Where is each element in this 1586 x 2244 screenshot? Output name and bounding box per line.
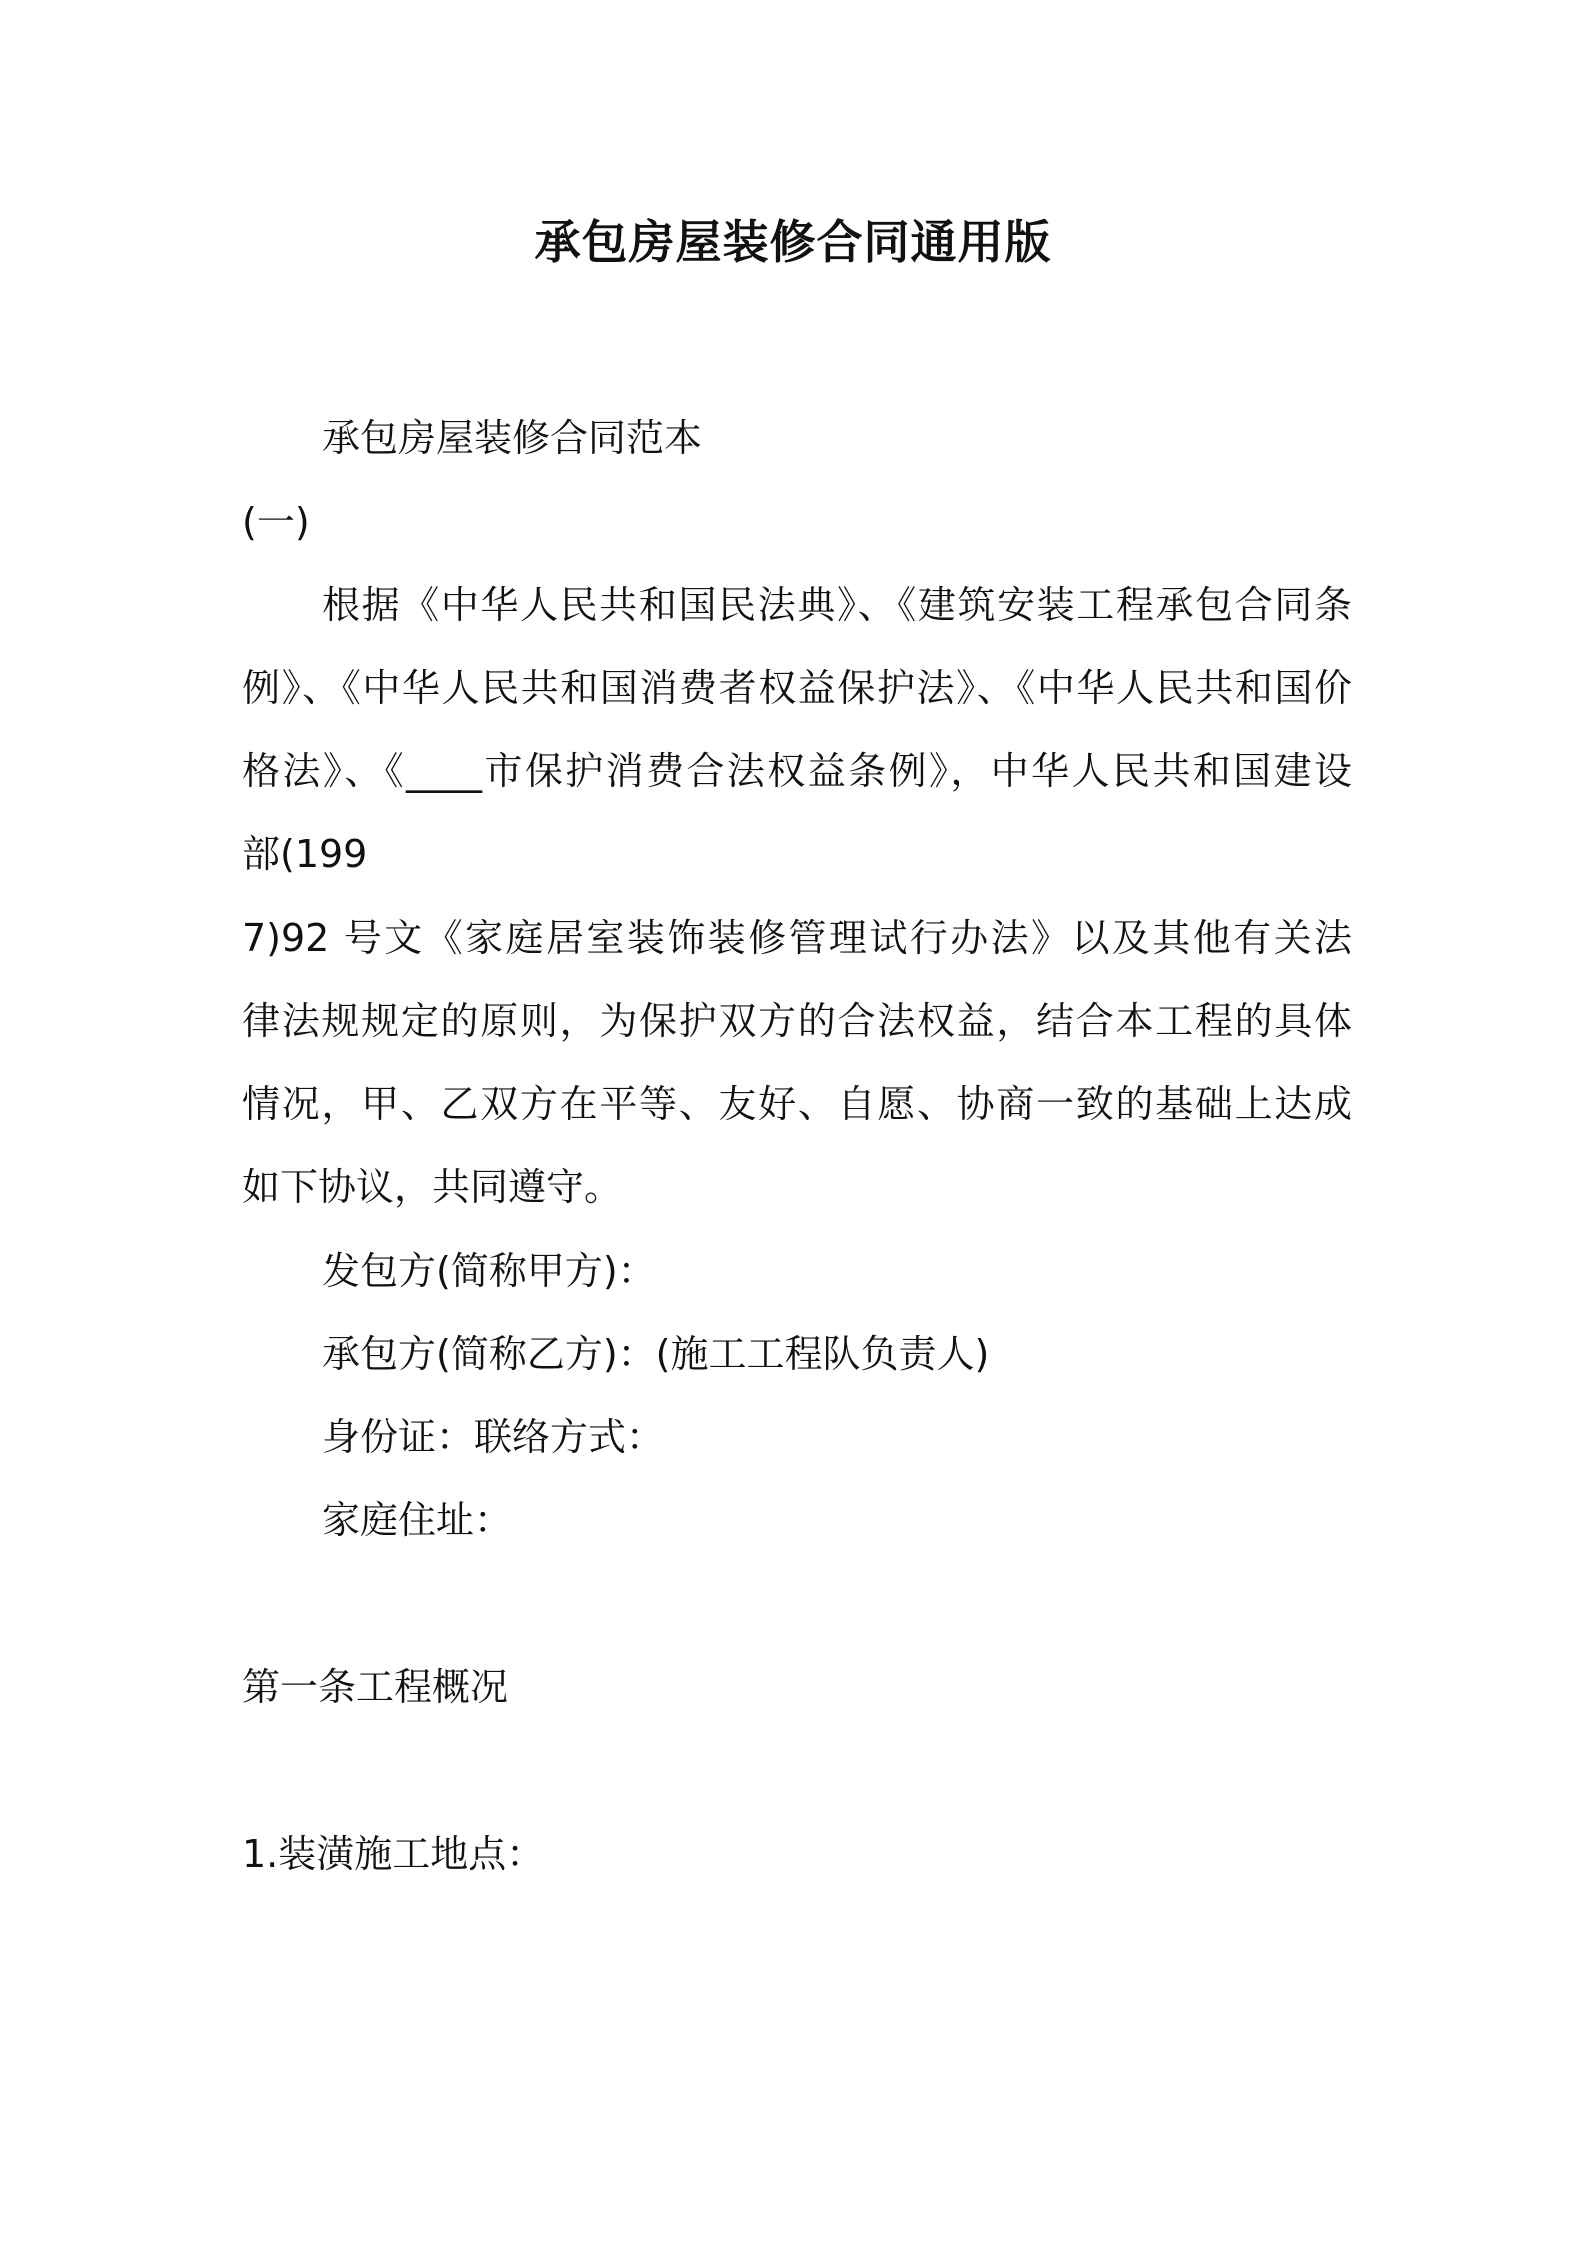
preamble-line: 格法》、《____市保护消费合法权益条例》，中华人民共和国建设 (242, 749, 1352, 793)
article-heading: 第一条工程概况 (242, 1665, 509, 1709)
preamble-line: 7)92 号文《家庭居室装饰装修管理试行办法》以及其他有关法 (242, 916, 1352, 960)
party-a-field: 发包方(简称甲方)： (322, 1249, 656, 1293)
preamble-line: 根据《中华人民共和国民法典》、《建筑安装工程承包合同条 (322, 583, 1352, 627)
preamble-line: 部(199 (242, 832, 368, 876)
document-title: 承包房屋装修合同通用版 (534, 215, 1052, 269)
clause-item: 1.装潢施工地点： (242, 1832, 545, 1876)
home-address-field: 家庭住址： (322, 1498, 513, 1542)
preamble-line: 律法规规定的原则，为保护双方的合法权益，结合本工程的具体 (242, 999, 1352, 1043)
id-contact-field: 身份证：联络方式： (322, 1415, 665, 1459)
party-b-field: 承包方(简称乙方)：(施工工程队负责人) (322, 1332, 990, 1376)
preamble-line: 例》、《中华人民共和国消费者权益保护法》、《中华人民共和国价 (242, 666, 1352, 710)
preamble-line: 情况，甲、乙双方在平等、友好、自愿、协商一致的基础上达成 (242, 1082, 1352, 1126)
contract-subtitle: 承包房屋装修合同范本 (322, 416, 703, 460)
preamble-line: 如下协议，共同遵守。 (242, 1165, 623, 1209)
section-marker: (一) (242, 500, 310, 544)
